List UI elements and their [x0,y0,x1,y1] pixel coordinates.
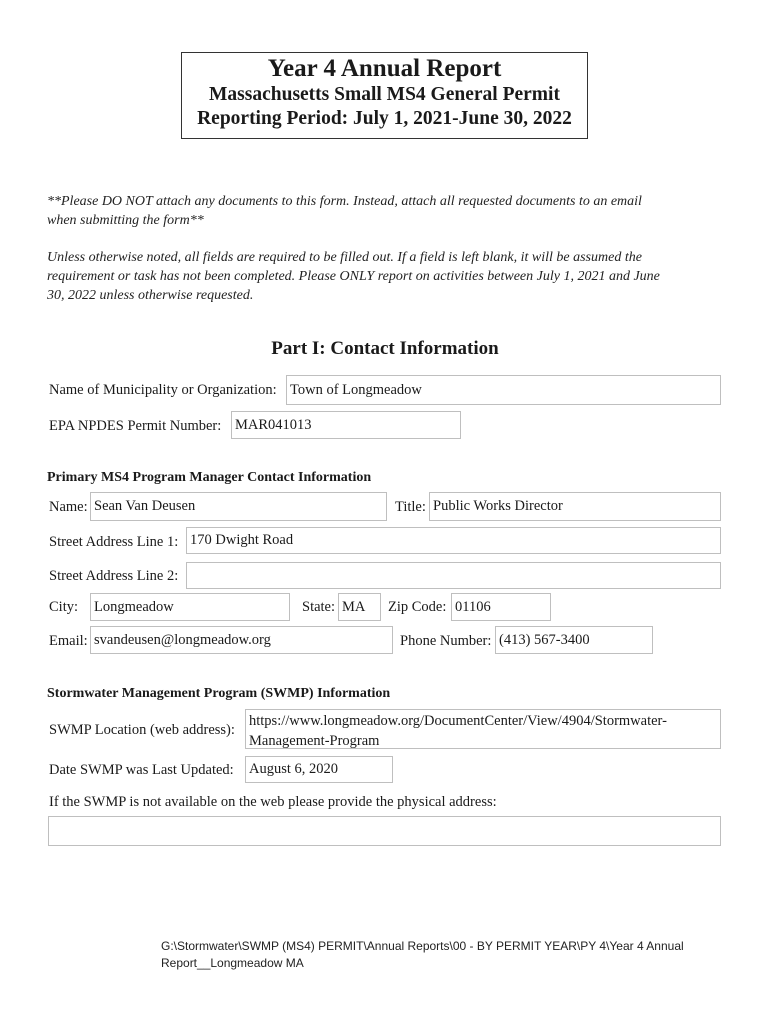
name-field[interactable]: Sean Van Deusen [90,492,387,521]
permit-number-label: EPA NPDES Permit Number: [49,418,222,434]
city-field[interactable]: Longmeadow [90,593,290,621]
instructions-note-line-1: Unless otherwise noted, all fields are required to be filled out. If a field is left blank, it will be assumed the [47,250,642,265]
file-path-footer [161,938,684,972]
file-path-line-2: Report__Longmeadow MA [161,956,304,970]
attachment-note-line-2: when submitting the form** [47,213,204,228]
swmp-updated-label: Date SWMP was Last Updated: [49,762,234,778]
municipality-field[interactable]: Town of Longmeadow [286,375,721,405]
title-label: Title: [395,499,426,515]
file-path-line-1: G:\Stormwater\SWMP (MS4) PERMIT\Annual Reports\00 - BY PERMIT YEAR\PY 4\Year 4 Annual [161,939,684,953]
report-subtitle: Massachusetts Small MS4 General Permit [209,84,560,105]
attachment-note-line-1: **Please DO NOT attach any documents to this form. Instead, attach all requested documents to an email [47,194,642,209]
municipality-label: Name of Municipality or Organization: [49,382,277,398]
instructions-note-line-2: requirement or task has not been completed. Please ONLY report on activities between July 1, 2021 and June [47,269,660,284]
manager-section-heading: Primary MS4 Program Manager Contact Information [47,470,372,485]
reporting-period: Reporting Period: July 1, 2021-June 30, 2022 [197,108,572,129]
zip-label: Zip Code: [388,599,447,615]
email-label: Email: [49,633,88,649]
swmp-section-heading: Stormwater Management Program (SWMP) Information [47,686,391,701]
state-label: State: [302,599,336,615]
swmp-physical-label: If the SWMP is not available on the web please provide the physical address: [49,794,497,810]
state-field[interactable]: MA [338,593,381,621]
part-1-heading: Part I: Contact Information [271,338,499,359]
swmp-location-label: SWMP Location (web address): [49,722,235,738]
report-title: Year 4 Annual Report [267,55,502,82]
permit-number-field[interactable]: MAR041013 [231,411,461,439]
zip-field[interactable]: 01106 [451,593,551,621]
street-1-field[interactable]: 170 Dwight Road [186,527,721,554]
street-2-field[interactable] [186,562,721,589]
attachment-note [47,192,642,230]
title-field[interactable]: Public Works Director [429,492,721,521]
email-field[interactable]: svandeusen@longmeadow.org [90,626,393,654]
instructions-note [47,248,660,305]
phone-label: Phone Number: [400,633,492,649]
name-label: Name: [49,499,88,515]
city-label: City: [49,599,79,615]
instructions-note-line-3: 30, 2022 unless otherwise requested. [47,288,254,303]
street-1-label: Street Address Line 1: [49,534,179,550]
street-2-label: Street Address Line 2: [49,568,179,584]
swmp-physical-field[interactable] [48,816,721,846]
swmp-updated-field[interactable]: August 6, 2020 [245,756,393,783]
swmp-location-field[interactable]: https://www.longmeadow.org/DocumentCenter/View/4904/Stormwater-Management-Program [245,709,721,749]
report-title-box [181,52,588,139]
phone-field[interactable]: (413) 567-3400 [495,626,653,654]
